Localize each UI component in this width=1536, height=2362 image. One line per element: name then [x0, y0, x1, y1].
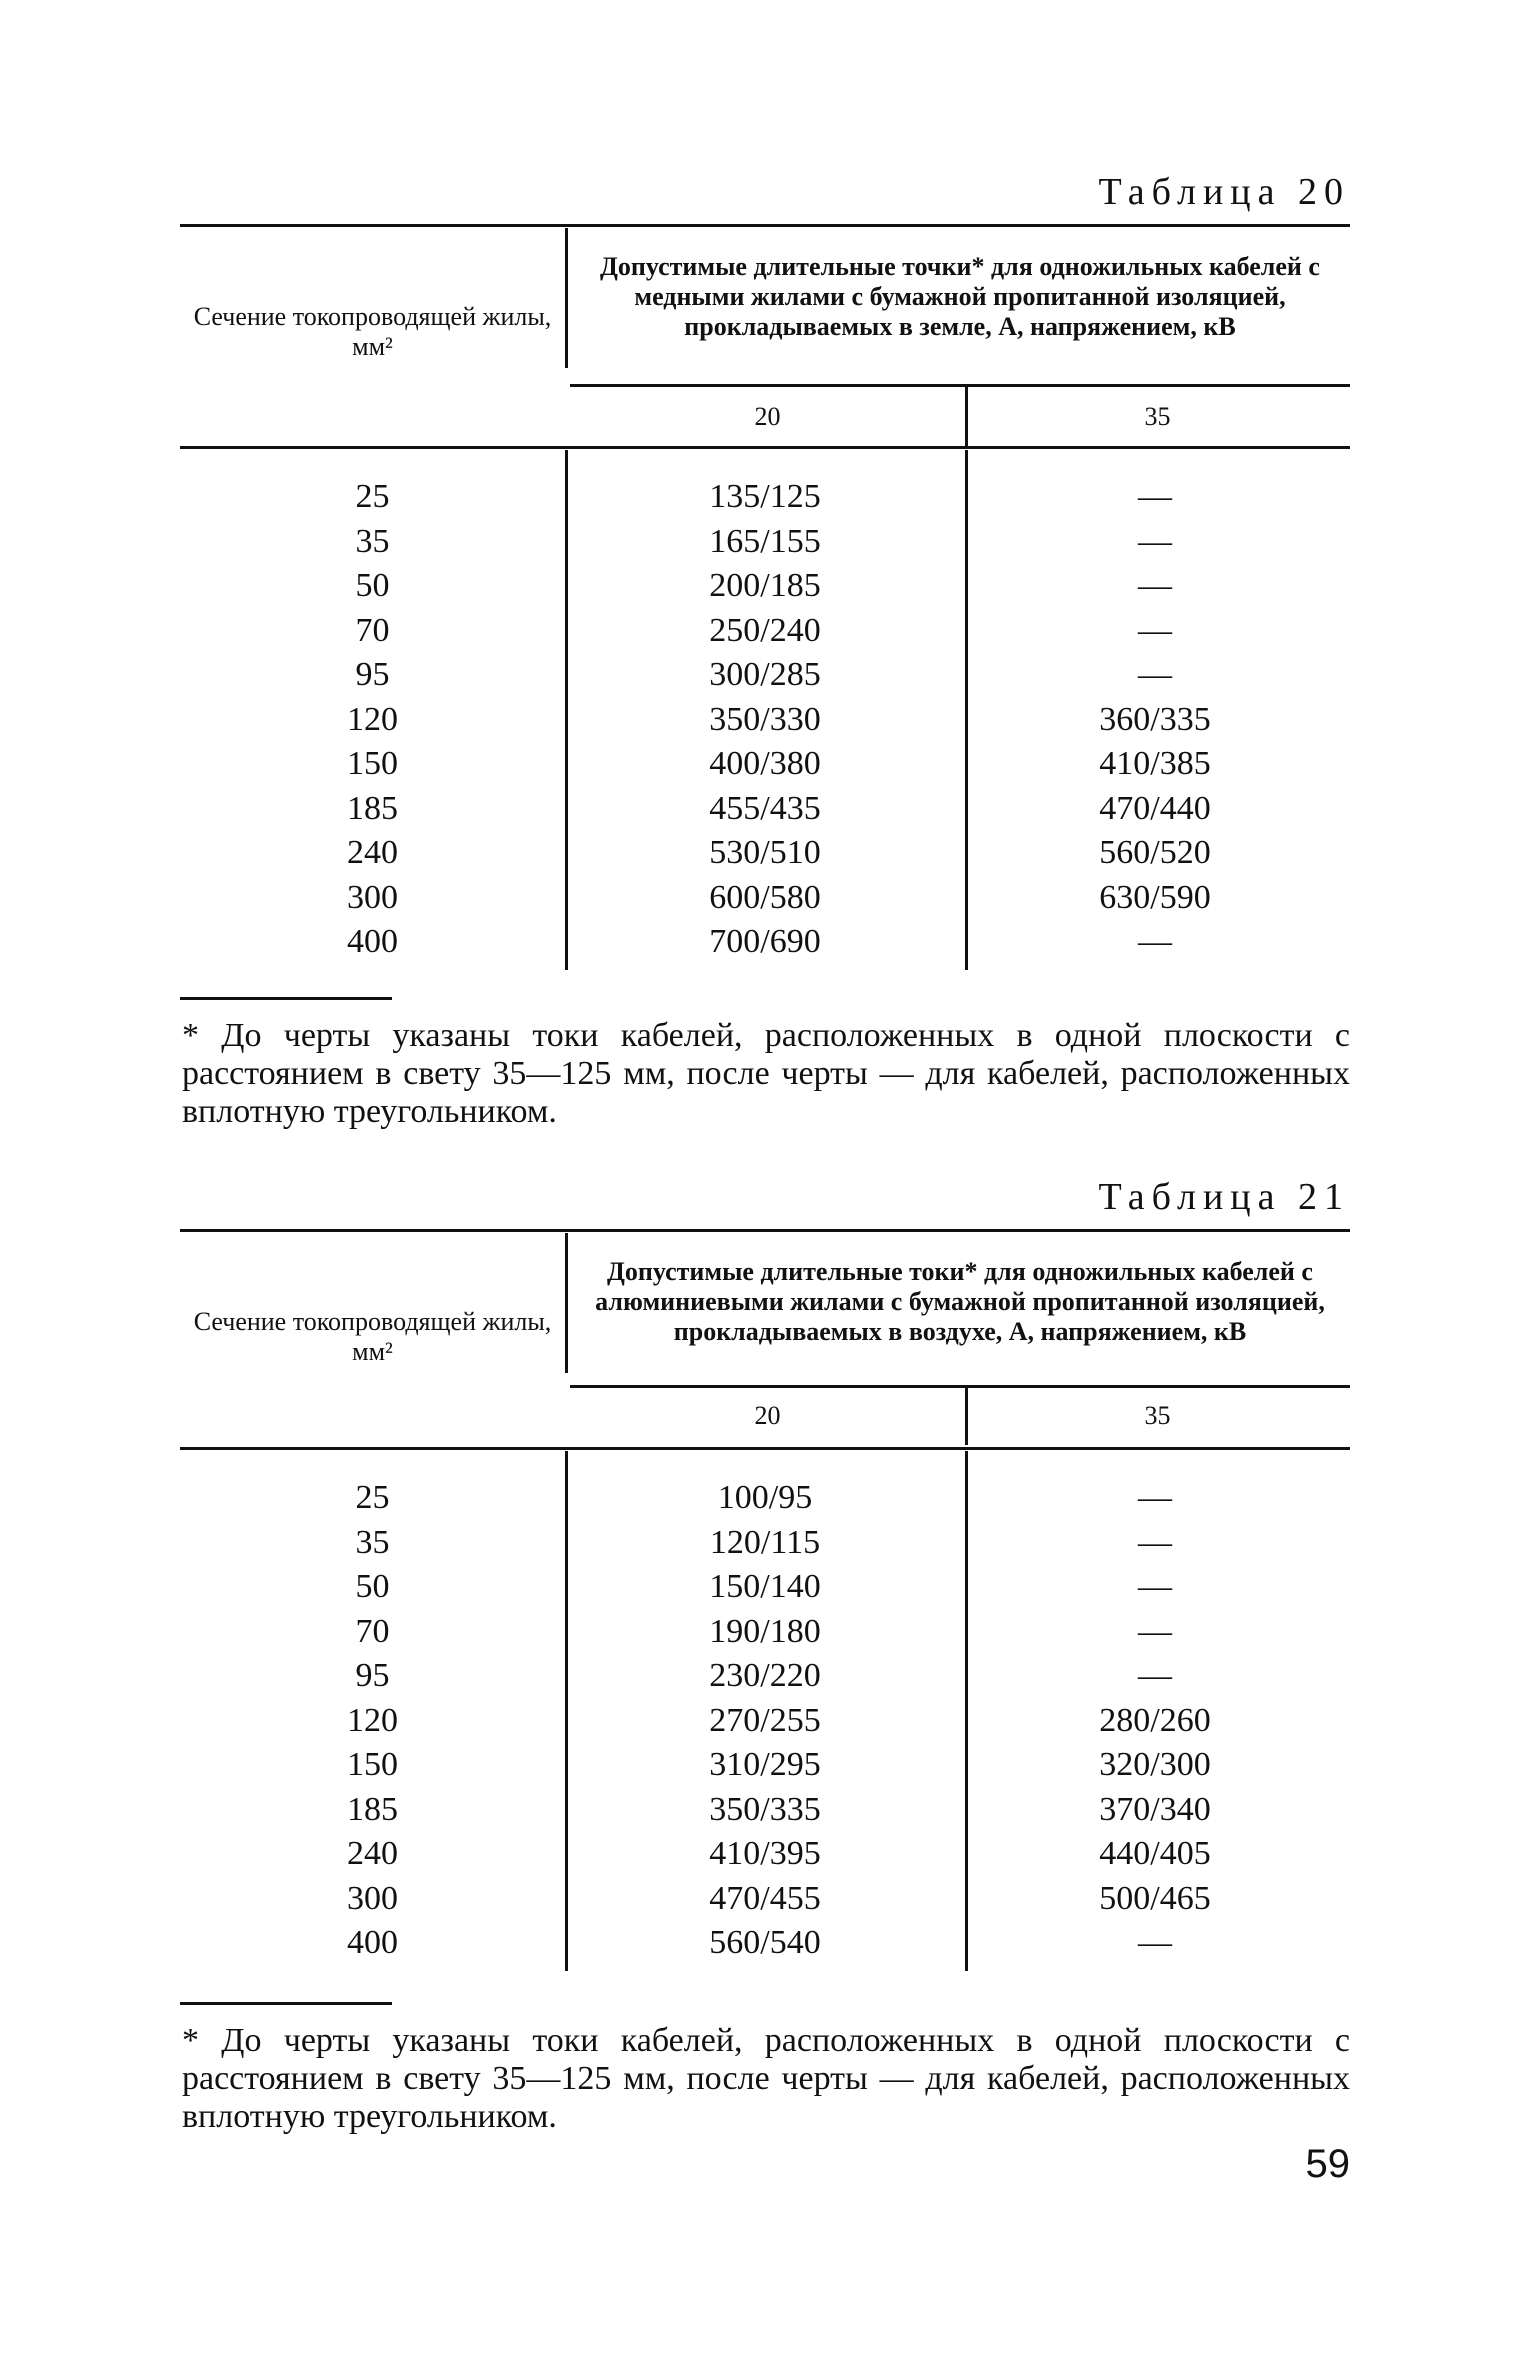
- table-body: [180, 476, 1350, 966]
- table-row: [180, 476, 1350, 521]
- section-cell: 185: [347, 789, 398, 827]
- section-cell: 400: [347, 923, 398, 960]
- table-row: [180, 1833, 1350, 1878]
- footnote-rule: [180, 997, 392, 1000]
- section-cell: 150: [347, 1746, 398, 1783]
- table-row: [180, 1655, 1350, 1700]
- section-cell: 95: [355, 656, 390, 693]
- current-20kv-cell: 350/335: [709, 1790, 821, 1828]
- voltage-20-header: 20: [754, 402, 781, 431]
- current-20kv-cell: 230/220: [709, 1657, 821, 1694]
- table-caption: Таблица 21: [1098, 1176, 1350, 1218]
- current-20kv-cell: 310/295: [709, 1746, 821, 1783]
- section-cell: 50: [355, 1568, 390, 1605]
- table-top-rule: [180, 224, 1350, 227]
- section-cell: 300: [347, 878, 398, 916]
- current-20kv-cell: 120/115: [709, 1523, 821, 1561]
- header-divider: [565, 228, 568, 368]
- section-cell: 70: [355, 611, 390, 649]
- header-bottom-rule: [180, 1447, 1350, 1450]
- table-row: [180, 654, 1350, 699]
- current-20kv-cell: 270/255: [709, 1701, 821, 1739]
- table-body: [180, 1477, 1350, 1967]
- current-20kv-cell: 470/455: [709, 1879, 821, 1917]
- section-cell: 25: [355, 1479, 390, 1516]
- current-20kv-cell: 410/395: [709, 1835, 821, 1872]
- voltage-20-header: 20: [754, 1401, 781, 1430]
- section-cell: 95: [355, 1657, 390, 1694]
- current-35kv-cell: —: [1138, 1612, 1172, 1650]
- table-row: [180, 1611, 1350, 1656]
- current-35kv-cell: 360/335: [1099, 700, 1211, 738]
- table-row: [180, 610, 1350, 655]
- current-35kv-cell: 370/340: [1099, 1790, 1211, 1828]
- current-35kv-cell: —: [1138, 567, 1172, 604]
- table-row: [180, 1522, 1350, 1567]
- current-35kv-cell: —: [1138, 478, 1172, 515]
- current-35kv-cell: 410/385: [1099, 745, 1211, 782]
- table-21: [180, 1175, 1350, 2015]
- current-20kv-cell: 100/95: [717, 1479, 813, 1516]
- current-20kv-cell: 200/185: [709, 567, 821, 604]
- table-row: [180, 832, 1350, 877]
- section-cell: 70: [355, 1612, 390, 1650]
- section-cell: 300: [347, 1879, 398, 1917]
- section-cell: 120: [347, 700, 398, 738]
- current-20kv-cell: 400/380: [709, 745, 821, 782]
- header-bottom-rule: [180, 446, 1350, 449]
- page-number: 59: [1305, 2142, 1350, 2186]
- current-35kv-cell: —: [1138, 923, 1172, 960]
- section-cell: 185: [347, 1790, 398, 1828]
- table-row: [180, 521, 1350, 566]
- current-35kv-cell: —: [1138, 611, 1172, 649]
- current-35kv-cell: 280/260: [1099, 1701, 1211, 1739]
- current-35kv-cell: 440/405: [1099, 1835, 1211, 1872]
- current-35kv-cell: 630/590: [1099, 878, 1211, 916]
- current-35kv-cell: —: [1138, 1657, 1172, 1694]
- current-20kv-cell: 165/155: [709, 522, 821, 560]
- current-20kv-cell: 455/435: [709, 789, 821, 827]
- current-column-header: Допустимые длительные точки* для одножильных кабелей с медными жилами с бумажной пропитанной изоляцией, прокладываемых в земле, А, напряжением, кВ: [600, 252, 1320, 341]
- current-35kv-cell: 560/520: [1099, 834, 1211, 871]
- footnote-rule: [180, 2002, 392, 2005]
- voltage-35-header: 35: [1144, 402, 1171, 431]
- section-cell: 240: [347, 834, 398, 871]
- current-35kv-cell: 470/440: [1099, 789, 1211, 827]
- current-20kv-cell: 560/540: [709, 1924, 821, 1961]
- section-cell: 25: [355, 478, 390, 515]
- current-20kv-cell: 300/285: [709, 656, 821, 693]
- current-20kv-cell: 135/125: [709, 478, 821, 515]
- table-row: [180, 1922, 1350, 1967]
- current-20kv-cell: 190/180: [709, 1612, 821, 1650]
- current-35kv-cell: —: [1138, 1523, 1172, 1561]
- table-20: [180, 170, 1350, 1010]
- section-cell: 120: [347, 1701, 398, 1739]
- table-row: [180, 1477, 1350, 1522]
- current-35kv-cell: —: [1138, 522, 1172, 560]
- footnote: * До черты указаны токи кабелей, расположенных в одной плоскости с расстоянием в свету 35—125 мм, после черты — для кабелей, расположенных вплотную треугольником.: [182, 2022, 1350, 2135]
- table-row: [180, 1744, 1350, 1789]
- current-35kv-cell: —: [1138, 1568, 1172, 1605]
- table-row: [180, 788, 1350, 833]
- current-20kv-cell: 700/690: [709, 923, 821, 960]
- header-divider: [565, 1233, 568, 1373]
- section-cell: 150: [347, 745, 398, 782]
- table-row: [180, 877, 1350, 922]
- current-35kv-cell: 500/465: [1099, 1879, 1211, 1917]
- table-row: [180, 1789, 1350, 1834]
- subheader-rule: [570, 384, 1350, 387]
- section-column-header: Сечение токопроводящей жилы, мм²: [193, 302, 552, 361]
- current-35kv-cell: —: [1138, 1924, 1172, 1961]
- current-column-header: Допустимые длительные токи* для одножильных кабелей с алюминиевыми жилами с бумажной пропитанной изоляцией, прокладываемых в воздухе, А, напряжением, кВ: [595, 1257, 1325, 1346]
- subheader-rule: [570, 1385, 1350, 1388]
- current-20kv-cell: 600/580: [709, 878, 821, 916]
- table-row: [180, 743, 1350, 788]
- footnote: * До черты указаны токи кабелей, расположенных в одной плоскости с расстоянием в свету 35—125 мм, после черты — для кабелей, расположенных вплотную треугольником.: [182, 1017, 1350, 1130]
- current-20kv-cell: 250/240: [709, 611, 821, 649]
- table-row: [180, 699, 1350, 744]
- current-35kv-cell: 320/300: [1099, 1746, 1211, 1783]
- current-20kv-cell: 530/510: [709, 834, 821, 871]
- table-row: [180, 1878, 1350, 1923]
- current-20kv-cell: 150/140: [709, 1568, 821, 1605]
- table-row: [180, 565, 1350, 610]
- section-cell: 35: [355, 1523, 390, 1561]
- table-row: [180, 1566, 1350, 1611]
- current-35kv-cell: —: [1138, 656, 1172, 693]
- table-row: [180, 1700, 1350, 1745]
- current-35kv-cell: —: [1138, 1479, 1172, 1516]
- current-20kv-cell: 350/330: [709, 700, 821, 738]
- voltage-35-header: 35: [1144, 1401, 1171, 1430]
- section-column-header: Сечение токопроводящей жилы, мм²: [193, 1307, 552, 1366]
- section-cell: 35: [355, 522, 390, 560]
- section-cell: 240: [347, 1835, 398, 1872]
- table-caption: Таблица 20: [1098, 171, 1350, 213]
- section-cell: 400: [347, 1924, 398, 1961]
- table-top-rule: [180, 1229, 1350, 1232]
- section-cell: 50: [355, 567, 390, 604]
- table-row: [180, 921, 1350, 966]
